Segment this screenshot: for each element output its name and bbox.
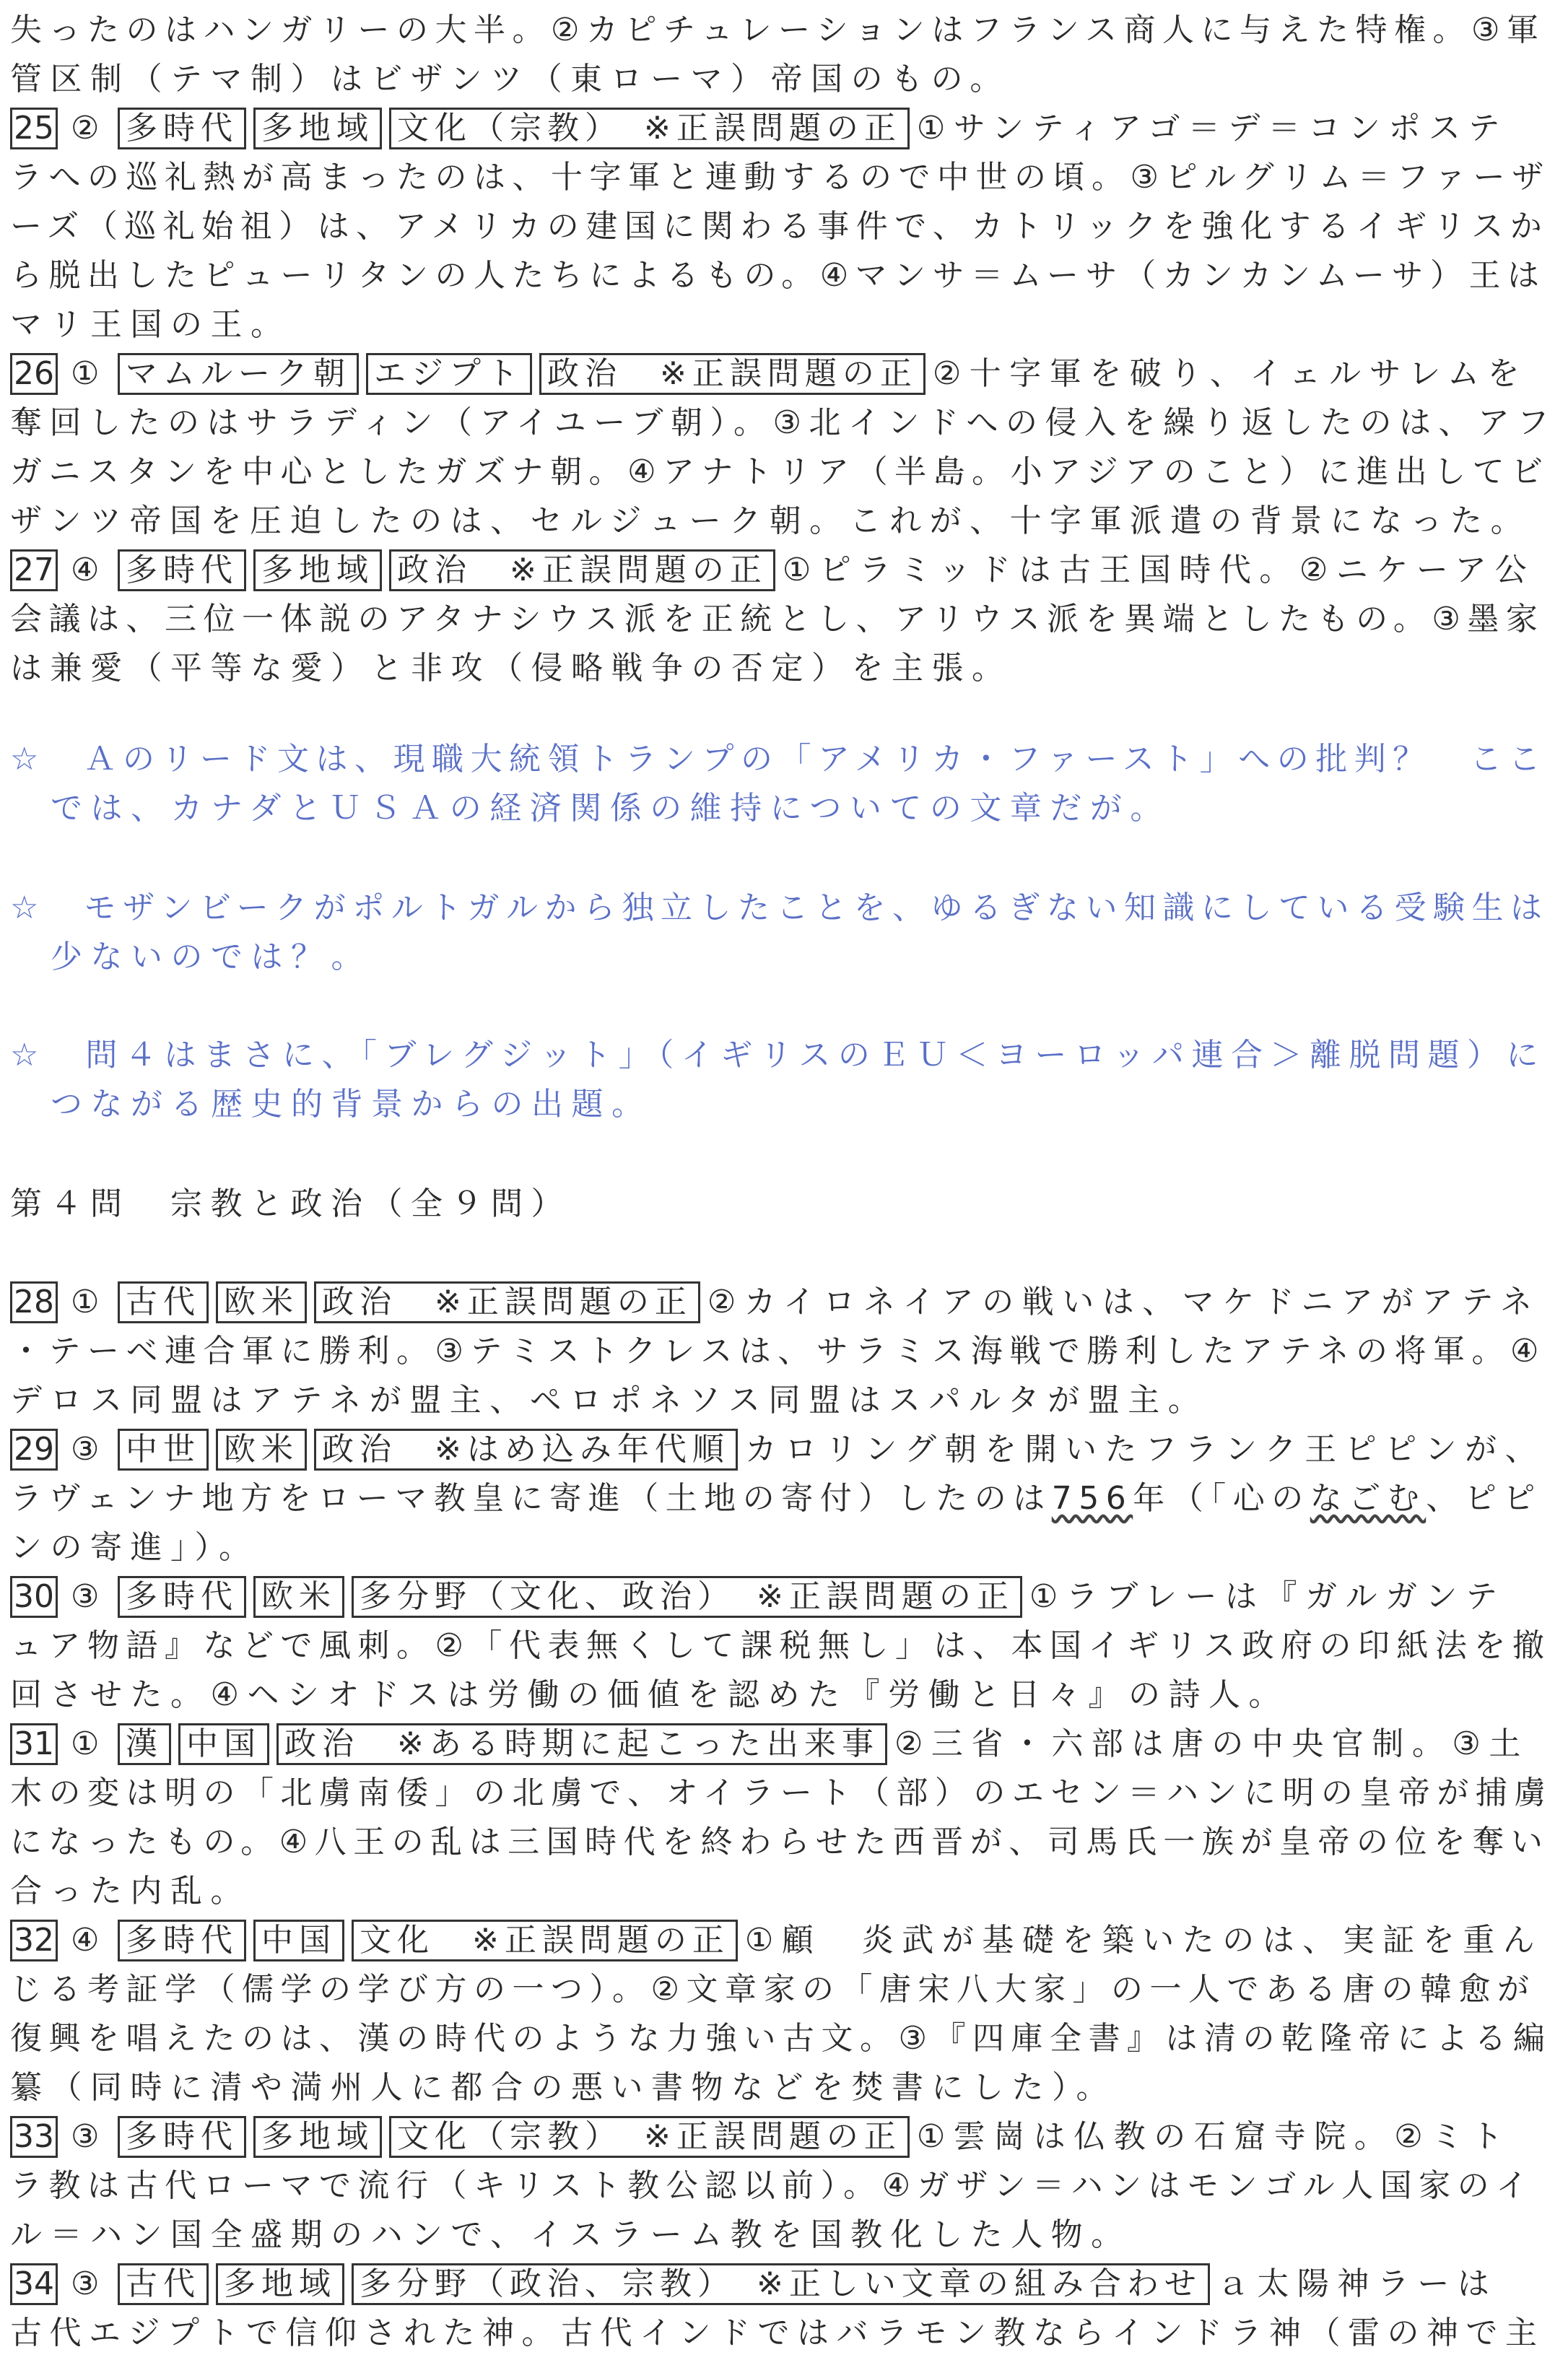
- category-tag: 文化（宗教） ※正誤問題の正: [389, 2116, 910, 2158]
- era-tag: 古代: [118, 1281, 209, 1323]
- explanation-text: ａ太陽神ラーは: [1216, 2265, 1498, 2302]
- text-segment: 、ピピ: [1426, 1480, 1542, 1517]
- mnemonic-underlined: なごむ: [1310, 1480, 1427, 1517]
- question-number: 34: [10, 2263, 58, 2305]
- year-underlined: 756: [1051, 1480, 1133, 1517]
- explanation-text: ②カイロネイアの戦いは、マケドニアがアテネ: [707, 1284, 1541, 1320]
- question-28-line: [10, 1278, 1541, 1327]
- note-line: ☆ 問４はまさに、「ブレグジット」（イギリスのＥＵ＜ヨーロッパ連合＞離脱問題）に: [10, 1037, 1546, 1074]
- answer-mark: ④: [71, 1922, 108, 1959]
- explanation-text: カロリング朝を開いたフランク王ピピンが、: [744, 1431, 1546, 1468]
- question-26-line: [10, 349, 1528, 399]
- category-tag: 政治 ※はめ込み年代順: [314, 1429, 738, 1471]
- text-line: [10, 1474, 1542, 1523]
- explanation-text: ①サンティアゴ＝デ＝コンポステ: [916, 110, 1508, 147]
- category-tag: 政治 ※正誤問題の正: [389, 549, 775, 591]
- text-line: 古代エジプトで信仰された神。古代インドではバラモン教ならインドラ神（雷の神で主: [10, 2315, 1545, 2351]
- text-line: 木の変は明の「北虜南倭」の北虜で、オイラート（部）のエセン＝ハンに明の皇帝が捕虜: [10, 1775, 1553, 1811]
- question-32-line: [10, 1916, 1543, 1965]
- note-line: ☆ Ａのリード文は、現職大統領トランプの「アメリカ・ファースト」への批判？ ここ: [10, 741, 1548, 778]
- text-line: ら脱出したピューリタンの人たちによるもの。④マンサ＝ムーサ（カンカンムーサ）王は: [10, 257, 1546, 294]
- era-tag: 多時代: [118, 1576, 246, 1618]
- text-line: ュア物語』などで風刺。②「代表無くして課税無し」は、本国イギリス政府の印紙法を撤: [10, 1627, 1551, 1664]
- answer-mark: ③: [71, 1578, 108, 1615]
- text-line: になったもの。④八王の乱は三国時代を終わらせた西晋が、司馬氏一族が皇帝の位を奪い: [10, 1824, 1550, 1860]
- question-30-line: [10, 1572, 1506, 1621]
- explanation-text: ①ラブレーは『ガルガンテ: [1029, 1578, 1506, 1615]
- era-tag: マムルーク朝: [118, 353, 359, 395]
- region-tag: 多地域: [253, 2116, 382, 2158]
- text-line: ・テーベ連合軍に勝利。③テミストクレスは、サラミス海戦で勝利したアテネの将軍。④: [10, 1333, 1546, 1370]
- answer-mark: ④: [71, 552, 108, 588]
- era-tag: 多時代: [118, 2116, 246, 2158]
- era-tag: 多時代: [118, 108, 246, 149]
- text-line: ンの寄進」）。: [10, 1529, 259, 1566]
- region-tag: 欧米: [253, 1576, 344, 1618]
- region-tag: エジプト: [366, 353, 532, 395]
- text-line: マリ王国の王。: [10, 306, 291, 343]
- note-line: つながる歴史的背景からの出題。: [51, 1086, 652, 1123]
- text-line: 会議は、三位一体説のアタナシウス派を正統とし、アリウス派を異端としたもの。③墨家: [10, 601, 1545, 637]
- text-line: ラへの巡礼熱が高まったのは、十字軍と連動するので中世の頃。③ピルグリム＝ファーザ: [10, 159, 1551, 196]
- question-34-line: [10, 2260, 1497, 2309]
- explanation-text: ①顧 炎武が基礎を築いたのは、実証を重ん: [744, 1922, 1543, 1959]
- text-line: ーズ（巡礼始祖）は、アメリカの建国に関わる事件で、カトリックを強化するイギリスか: [10, 208, 1549, 245]
- question-number: 26: [10, 353, 58, 395]
- question-25-line: [10, 104, 1508, 153]
- category-tag: 文化（宗教） ※正誤問題の正: [389, 108, 910, 149]
- region-tag: 中国: [178, 1723, 269, 1765]
- region-tag: 欧米: [216, 1281, 307, 1323]
- category-tag: 多分野（政治、宗教） ※正しい文章の組み合わせ: [352, 2263, 1210, 2305]
- category-tag: 文化 ※正誤問題の正: [352, 1920, 738, 1961]
- text-line: ラ教は古代ローマで流行（キリスト教公認以前）。④ガザン＝ハンはモンゴル人国家のイ: [10, 2167, 1535, 2204]
- text-line: 合った内乱。: [10, 1873, 251, 1910]
- category-tag: 政治 ※正誤問題の正: [539, 353, 925, 395]
- text-line: 奪回したのはサラディン（アイユーブ朝）。③北インドへの侵入を繰り返したのは、アフ: [10, 404, 1557, 441]
- text-line: 回させた。④ヘシオドスは労働の価値を認めた『労働と日々』の詩人。: [10, 1676, 1289, 1713]
- explanation-text: ②三省・六部は唐の中央官制。③土: [894, 1725, 1529, 1762]
- explanation-text: ①雲崗は仏教の石窟寺院。②ミト: [916, 2118, 1512, 2155]
- question-number: 27: [10, 549, 58, 591]
- question-29-line: [10, 1425, 1545, 1474]
- question-27-line: [10, 546, 1535, 595]
- question-number: 31: [10, 1723, 58, 1765]
- text-line: は兼愛（平等な愛）と非攻（侵略戦争の否定）を主張。: [10, 650, 1012, 687]
- category-tag: 政治 ※正誤問題の正: [314, 1281, 700, 1323]
- text-line: 失ったのはハンガリーの大半。②カピチュレーションはフランス商人に与えた特権。③軍: [10, 12, 1546, 48]
- explanation-text: ①ピラミッドは古王国時代。②ニケーア公: [782, 552, 1536, 588]
- region-tag: 多地域: [253, 549, 382, 591]
- note-line: 少ないのでは？。: [51, 939, 371, 975]
- answer-mark: ①: [71, 1284, 108, 1320]
- text-line: デロス同盟はアテネが盟主、ペロポネソス同盟はスパルタが盟主。: [10, 1382, 1208, 1419]
- question-31-line: [10, 1720, 1529, 1769]
- answer-mark: ③: [71, 1431, 108, 1468]
- text-line: 纂（同時に清や満州人に都合の悪い書物などを焚書にした）。: [10, 2069, 1116, 2106]
- era-tag: 漢: [118, 1723, 171, 1765]
- text-line: じる考証学（儒学の学び方の一つ）。②文章家の「唐宋八大家」の一人である唐の韓愈が: [10, 1971, 1536, 2008]
- region-tag: 欧米: [216, 1429, 307, 1471]
- question-number: 32: [10, 1920, 58, 1961]
- text-segment: 年（「心の: [1133, 1480, 1310, 1517]
- region-tag: 中国: [253, 1920, 344, 1961]
- era-tag: 多時代: [118, 549, 246, 591]
- text-segment: ラヴェンナ地方をローマ教皇に寄進（土地の寄付）したのは: [10, 1480, 1052, 1517]
- category-tag: 多分野（文化、政治） ※正誤問題の正: [352, 1576, 1022, 1618]
- answer-mark: ①: [71, 355, 108, 392]
- category-tag: 政治 ※ある時期に起こった出来事: [276, 1723, 887, 1765]
- text-line: 管区制（テマ制）はビザンツ（東ローマ）帝国のもの。: [10, 61, 1010, 97]
- region-tag: 多地域: [216, 2263, 344, 2305]
- note-line: では、カナダとＵＳＡの経済関係の維持についての文章だが。: [51, 790, 1170, 827]
- text-line: 復興を唱えたのは、漢の時代のような力強い古文。③『四庫全書』は清の乾隆帝による編: [10, 2020, 1552, 2057]
- answer-mark: ③: [71, 2265, 108, 2302]
- section-heading: 第４問 宗教と政治（全９問）: [10, 1185, 571, 1222]
- question-33-line: [10, 2112, 1511, 2161]
- text-line: ガニスタンを中心としたガズナ朝。④アナトリア（半島。小アジアのこと）に進出してビ: [10, 453, 1550, 490]
- text-line: ザンツ帝国を圧迫したのは、セルジューク朝。これが、十字軍派遣の背景になった。: [10, 502, 1531, 539]
- question-number: 29: [10, 1429, 58, 1471]
- era-tag: 中世: [118, 1429, 209, 1471]
- question-number: 25: [10, 108, 58, 149]
- era-tag: 多時代: [118, 1920, 246, 1961]
- region-tag: 多地域: [253, 108, 382, 149]
- question-number: 28: [10, 1281, 58, 1323]
- note-line: ☆ モザンビークがポルトガルから独立したことを、ゆるぎない知識にしている受験生は: [10, 889, 1549, 926]
- text-line: ル＝ハン国全盛期のハンで、イスラーム教を国教化した人物。: [10, 2216, 1131, 2253]
- question-number: 33: [10, 2116, 58, 2158]
- explanation-text: ②十字軍を破り、イェルサレムを: [932, 355, 1528, 392]
- answer-mark: ③: [71, 2118, 108, 2155]
- answer-mark: ①: [71, 1725, 108, 1762]
- answer-mark: ②: [71, 110, 108, 147]
- era-tag: 古代: [118, 2263, 209, 2305]
- question-number: 30: [10, 1576, 58, 1618]
